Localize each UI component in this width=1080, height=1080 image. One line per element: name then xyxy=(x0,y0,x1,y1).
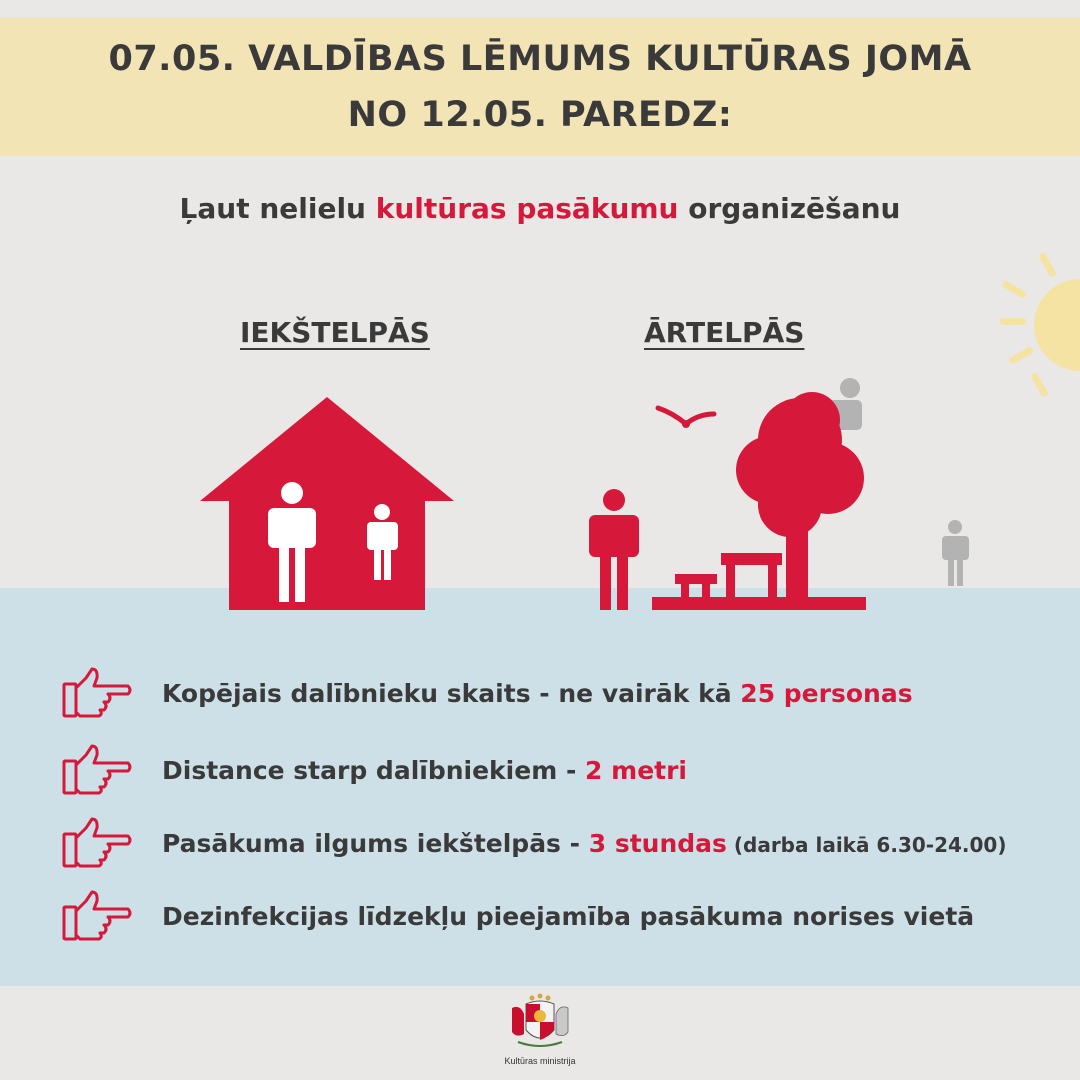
rule-highlight: 3 stundas xyxy=(588,828,727,858)
rule-text-main: Distance starp dalībniekiem - xyxy=(162,755,586,785)
rule-item xyxy=(62,666,913,720)
rule-text xyxy=(162,902,974,931)
picnic-table-icon xyxy=(652,553,866,610)
rule-text xyxy=(162,829,1006,858)
rule-item xyxy=(62,816,1006,870)
red-person-icon xyxy=(589,489,639,610)
pointing-hand-icon xyxy=(62,666,134,720)
park-scene xyxy=(589,378,969,610)
rule-highlight: 25 personas xyxy=(740,678,913,708)
rule-text-main: Kopējais dalībnieku skaits - ne vairāk kā xyxy=(162,678,741,708)
rule-text xyxy=(162,756,687,785)
pointing-hand-icon xyxy=(62,743,134,797)
rule-note: (darba laikā 6.30-24.00) xyxy=(726,832,1007,857)
header-line-2: NO 12.05. PAREDZ: xyxy=(347,95,733,135)
bird-icon xyxy=(658,408,714,428)
house-icon xyxy=(200,397,454,610)
pointing-hand-icon xyxy=(62,889,134,943)
rule-text-main: Dezinfekcijas līdzekļu pieejamība pasākuma norises vietā xyxy=(162,901,975,931)
subtitle-before: Ļaut nelielu xyxy=(179,192,376,225)
rule-text xyxy=(162,679,913,708)
rule-text-main: Pasākuma ilgums iekštelpās - xyxy=(162,828,589,858)
sun-icon xyxy=(1000,252,1080,398)
coat-of-arms-icon xyxy=(500,992,580,1054)
subtitle-after: organizēšanu xyxy=(678,192,901,225)
header-line-1: 07.05. VALDĪBAS LĒMUMS KULTŪRAS JOMĀ xyxy=(108,39,972,79)
rule-item xyxy=(62,889,974,943)
rule-highlight: 2 metri xyxy=(585,755,687,785)
pointing-hand-icon xyxy=(62,816,134,870)
subtitle-highlight: kultūras pasākumu xyxy=(375,192,679,225)
ministry-logo xyxy=(480,992,600,1076)
gray-person-distant-icon xyxy=(942,520,969,586)
logo-caption: Kultūras ministrija xyxy=(504,1056,576,1066)
outdoor-title: ĀRTELPĀS xyxy=(644,316,805,349)
rule-item xyxy=(62,743,687,797)
indoor-title: IEKŠTELPĀS xyxy=(240,316,430,349)
